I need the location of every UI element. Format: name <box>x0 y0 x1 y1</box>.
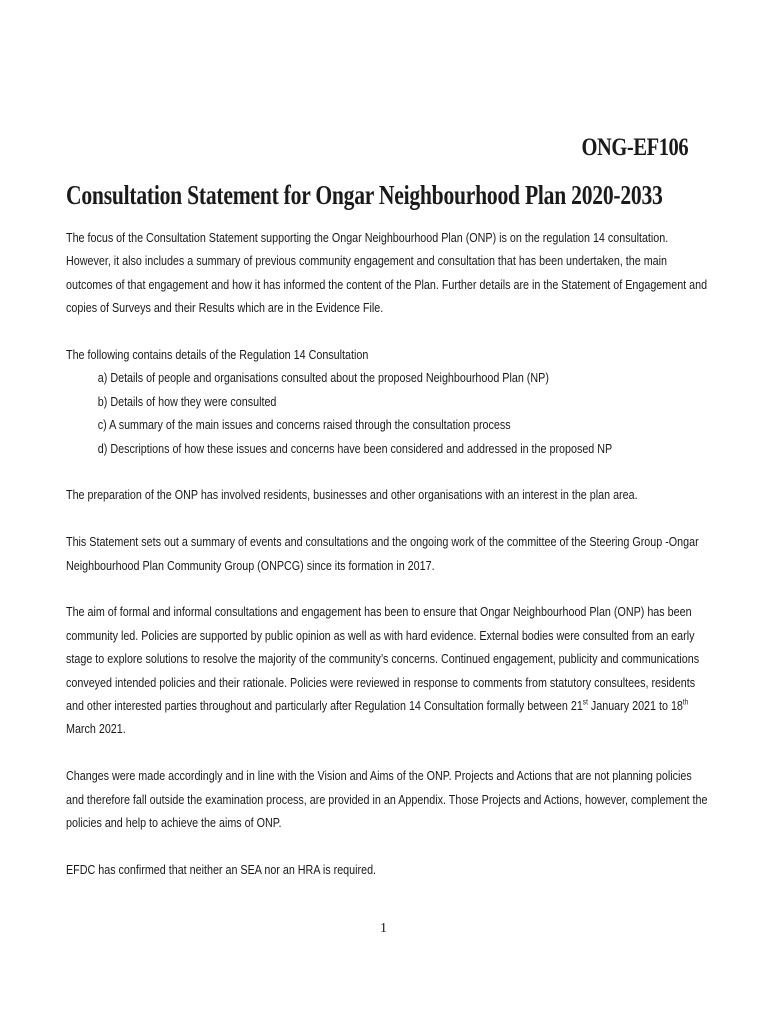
regulation-list <box>66 366 710 460</box>
contains-intro: The following contains details of the Regulation 14 Consultation <box>66 347 369 363</box>
preparation-paragraph: The preparation of the ONP has involved residents, businesses and other organisations with an interest in the plan area. <box>66 487 638 503</box>
document-title: Consultation Statement for Ongar Neighbourhood Plan 2020-2033 <box>66 180 663 210</box>
list-item: c) A summary of the main issues and concerns raised through the consultation process <box>97 417 511 433</box>
list-item: b) Details of how they were consulted <box>97 393 277 409</box>
list-item: a) Details of people and organisations consulted about the proposed Neighbourhood Plan (NP) <box>97 370 549 386</box>
aim-paragraph <box>66 600 710 740</box>
document-id: ONG-EF106 <box>581 134 688 161</box>
aim-text-mid: January 2021 to 18 <box>587 698 683 714</box>
page-number: 1 <box>380 921 387 936</box>
ordinal-suffix: st <box>582 697 588 707</box>
statement-paragraph: This Statement sets out a summary of events and consultations and the ongoing work of the committee of the Steering Group -Ongar Neighbourhood Plan Community Group (ONPCG) since its formation in 2017. <box>66 534 699 573</box>
intro-paragraph: The focus of the Consultation Statement supporting the Ongar Neighbourhood Plan (ONP) is on the regulation 14 consultation. However, it also includes a summary of previous community engagement and consultation that has been undertaken, the main outcomes of that engagement and how it has informed the content of the Plan. Further details are in the Statement of Engagement and copies of Surveys and their Results which are in the Evidence File. <box>66 230 708 316</box>
ordinal-suffix: th <box>682 697 689 707</box>
aim-text-main: The aim of formal and informal consultations and engagement has been to ensure that Ongar Neighbourhood Plan (ONP) has been community led. Policies are supported by public opinion as well as with hard evidence. External bodies were consulted from an early stage to explore solutions to resolve the majority of the community’s concerns. Continued engagement, publicity and communications conveyed intended policies and their rationale. Policies were reviewed in response to comments from statutory consultees, residents and other interested parties throughout and particularly after Regulation 14 Consultation formally between 21 <box>66 604 700 714</box>
aim-text-end: March 2021. <box>66 721 126 737</box>
list-item: d) Descriptions of how these issues and concerns have been considered and addressed in the proposed NP <box>97 440 613 456</box>
efdc-paragraph: EFDC has confirmed that neither an SEA nor an HRA is required. <box>66 861 377 877</box>
document-body <box>66 226 710 905</box>
changes-paragraph: Changes were made accordingly and in line with the Vision and Aims of the ONP. Projects and Actions that are not planning policies and therefore fall outside the examination process, are provided in an Appendix. Those Projects and Actions, however, complement the policies and help to achieve the aims of ONP. <box>66 768 708 831</box>
